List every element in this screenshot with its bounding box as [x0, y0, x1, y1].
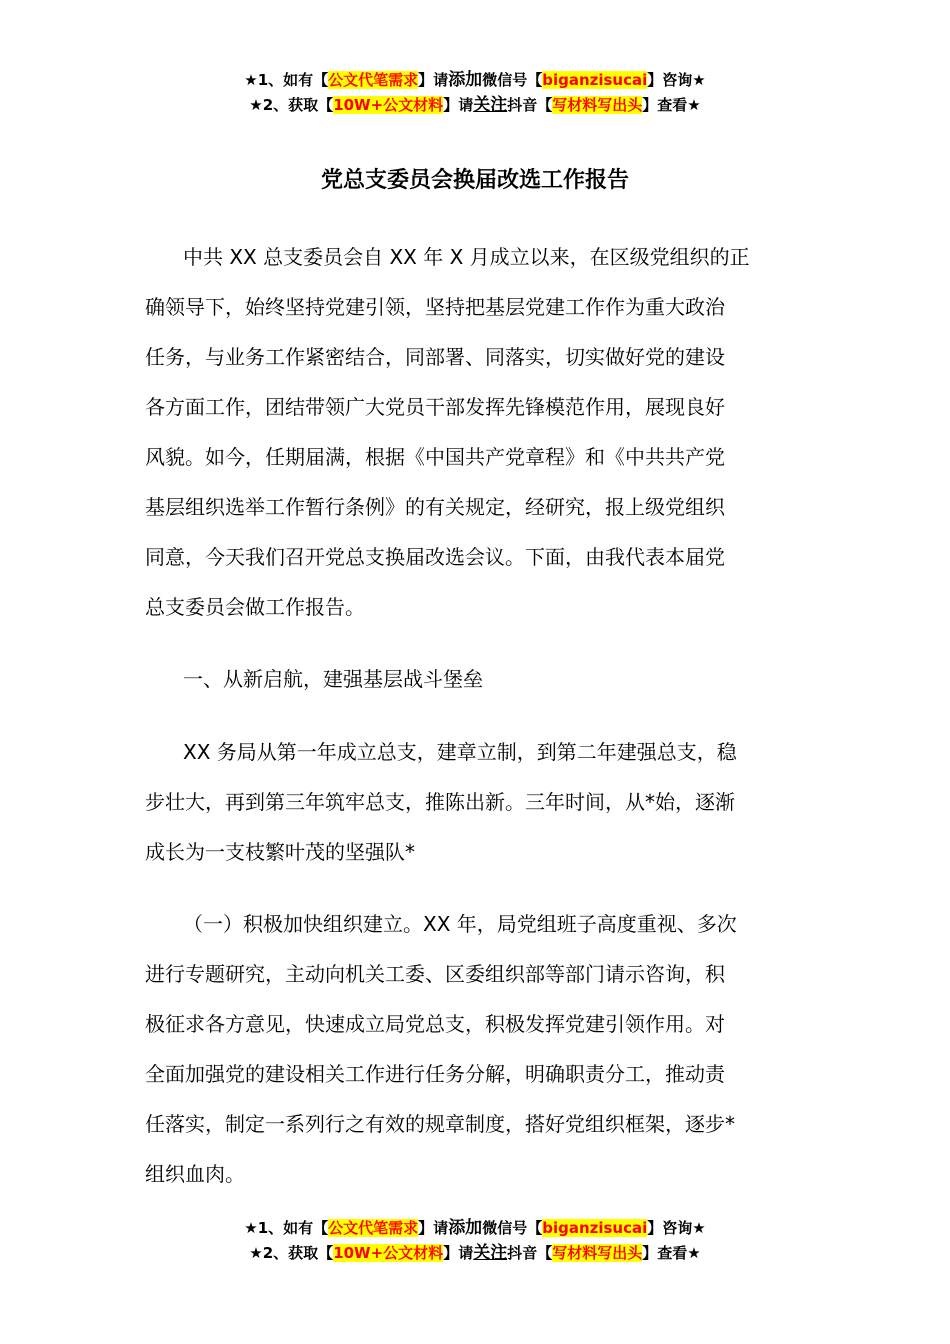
paragraph-line: 极征求各方意见，快速成立局党总支，积极发挥党建引领作用。对: [145, 1012, 725, 1036]
banner-text: 】咨询: [647, 1219, 693, 1237]
footer-banner: [0, 1216, 950, 1266]
paragraph-line: 成长为一支枝繁叶茂的坚强队*: [145, 840, 415, 864]
paragraph-line: 总支委员会做工作报告。: [145, 595, 365, 619]
star-icon: ★: [692, 71, 706, 89]
star-icon: ★: [244, 1219, 258, 1237]
banner-text: 】查看: [642, 1244, 688, 1262]
paragraph-section-one: [145, 727, 810, 877]
banner-text: 】请: [418, 71, 449, 89]
banner-text: 】请: [418, 1219, 449, 1237]
banner-text: 】查看: [642, 96, 688, 114]
highlight-text: 公文代笔需求: [328, 1219, 419, 1237]
paragraph-line: 全面加强党的建设相关工作进行任务分解，明确职责分工，推动责: [145, 1062, 725, 1086]
section-heading: [145, 654, 810, 704]
wechat-id: biganzisucai: [542, 1219, 648, 1237]
banner-line-1: [0, 1216, 950, 1241]
emphasis-text: 添加: [448, 70, 483, 90]
douyin-id: 写材料写出头: [552, 96, 643, 114]
paragraph-subsection-one: [145, 899, 810, 1199]
banner-text: 2、获取【: [262, 96, 334, 114]
banner-text: 微信号【: [482, 71, 543, 89]
paragraph-line: 步壮大，再到第三年筑牢总支，推陈出新。三年时间，从*始，逐渐: [145, 790, 735, 814]
banner-line-2: [0, 1241, 950, 1266]
wechat-id: biganzisucai: [542, 71, 648, 89]
banner-text: 】请: [443, 96, 474, 114]
star-icon: ★: [687, 96, 701, 114]
paragraph-line: 风貌。如今，任期届满，根据《中国共产党章程》和《中共共产党: [145, 445, 725, 469]
banner-line-1: [0, 68, 950, 93]
paragraph-intro: [145, 232, 810, 632]
banner-text: 抖音【: [507, 1244, 553, 1262]
highlight-text: 公文代笔需求: [328, 71, 419, 89]
paragraph-line: 各方面工作，团结带领广大党员干部发挥先锋模范作用，展现良好: [145, 395, 725, 419]
emphasis-text: 关注: [473, 95, 508, 115]
paragraph-line: 基层组织选举工作暂行条例》的有关规定，经研究，报上级党组织: [145, 495, 725, 519]
star-icon: ★: [249, 96, 263, 114]
paragraph-line: 确领导下，始终坚持党建引领，坚持把基层党建工作作为重大政治: [145, 295, 725, 319]
star-icon: ★: [692, 1219, 706, 1237]
paragraph-line: 进行专题研究，主动向机关工委、区委组织部等部门请示咨询，积: [145, 962, 725, 986]
paragraph-line: 任务，与业务工作紧密结合，同部署、同落实，切实做好党的建设: [145, 345, 725, 369]
banner-line-2: [0, 93, 950, 118]
banner-text: 微信号【: [482, 1219, 543, 1237]
paragraph-line: XX 务局从第一年成立总支，建章立制，到第二年建强总支，稳: [183, 740, 737, 764]
banner-text: 1、如有【: [257, 1219, 329, 1237]
banner-text: 2、获取【: [262, 1244, 334, 1262]
banner-text: 抖音【: [507, 96, 553, 114]
highlight-text: 10W+公文材料: [333, 1244, 444, 1262]
banner-text: 】咨询: [647, 71, 693, 89]
star-icon: ★: [687, 1244, 701, 1262]
paragraph-line: （一）积极加快组织建立。XX 年，局党组班子高度重视、多次: [183, 912, 737, 936]
heading-text: 一、从新启航，建强基层战斗堡垒: [183, 667, 483, 691]
banner-text: 1、如有【: [257, 71, 329, 89]
star-icon: ★: [249, 1244, 263, 1262]
paragraph-line: 中共 XX 总支委员会自 XX 年 X 月成立以来，在区级党组织的正: [183, 245, 750, 269]
douyin-id: 写材料写出头: [552, 1244, 643, 1262]
star-icon: ★: [244, 71, 258, 89]
document-title: 党总支委员会换届改选工作报告: [320, 168, 629, 193]
header-banner: [0, 68, 950, 118]
banner-text: 】请: [443, 1244, 474, 1262]
paragraph-line: 任落实，制定一系列行之有效的规章制度，搭好党组织框架，逐步*: [145, 1112, 735, 1136]
emphasis-text: 关注: [473, 1243, 508, 1263]
emphasis-text: 添加: [448, 1218, 483, 1238]
highlight-text: 10W+公文材料: [333, 96, 444, 114]
paragraph-line: 同意，今天我们召开党总支换届改选会议。下面，由我代表本届党: [145, 545, 725, 569]
paragraph-line: 组织血肉。: [145, 1162, 245, 1186]
